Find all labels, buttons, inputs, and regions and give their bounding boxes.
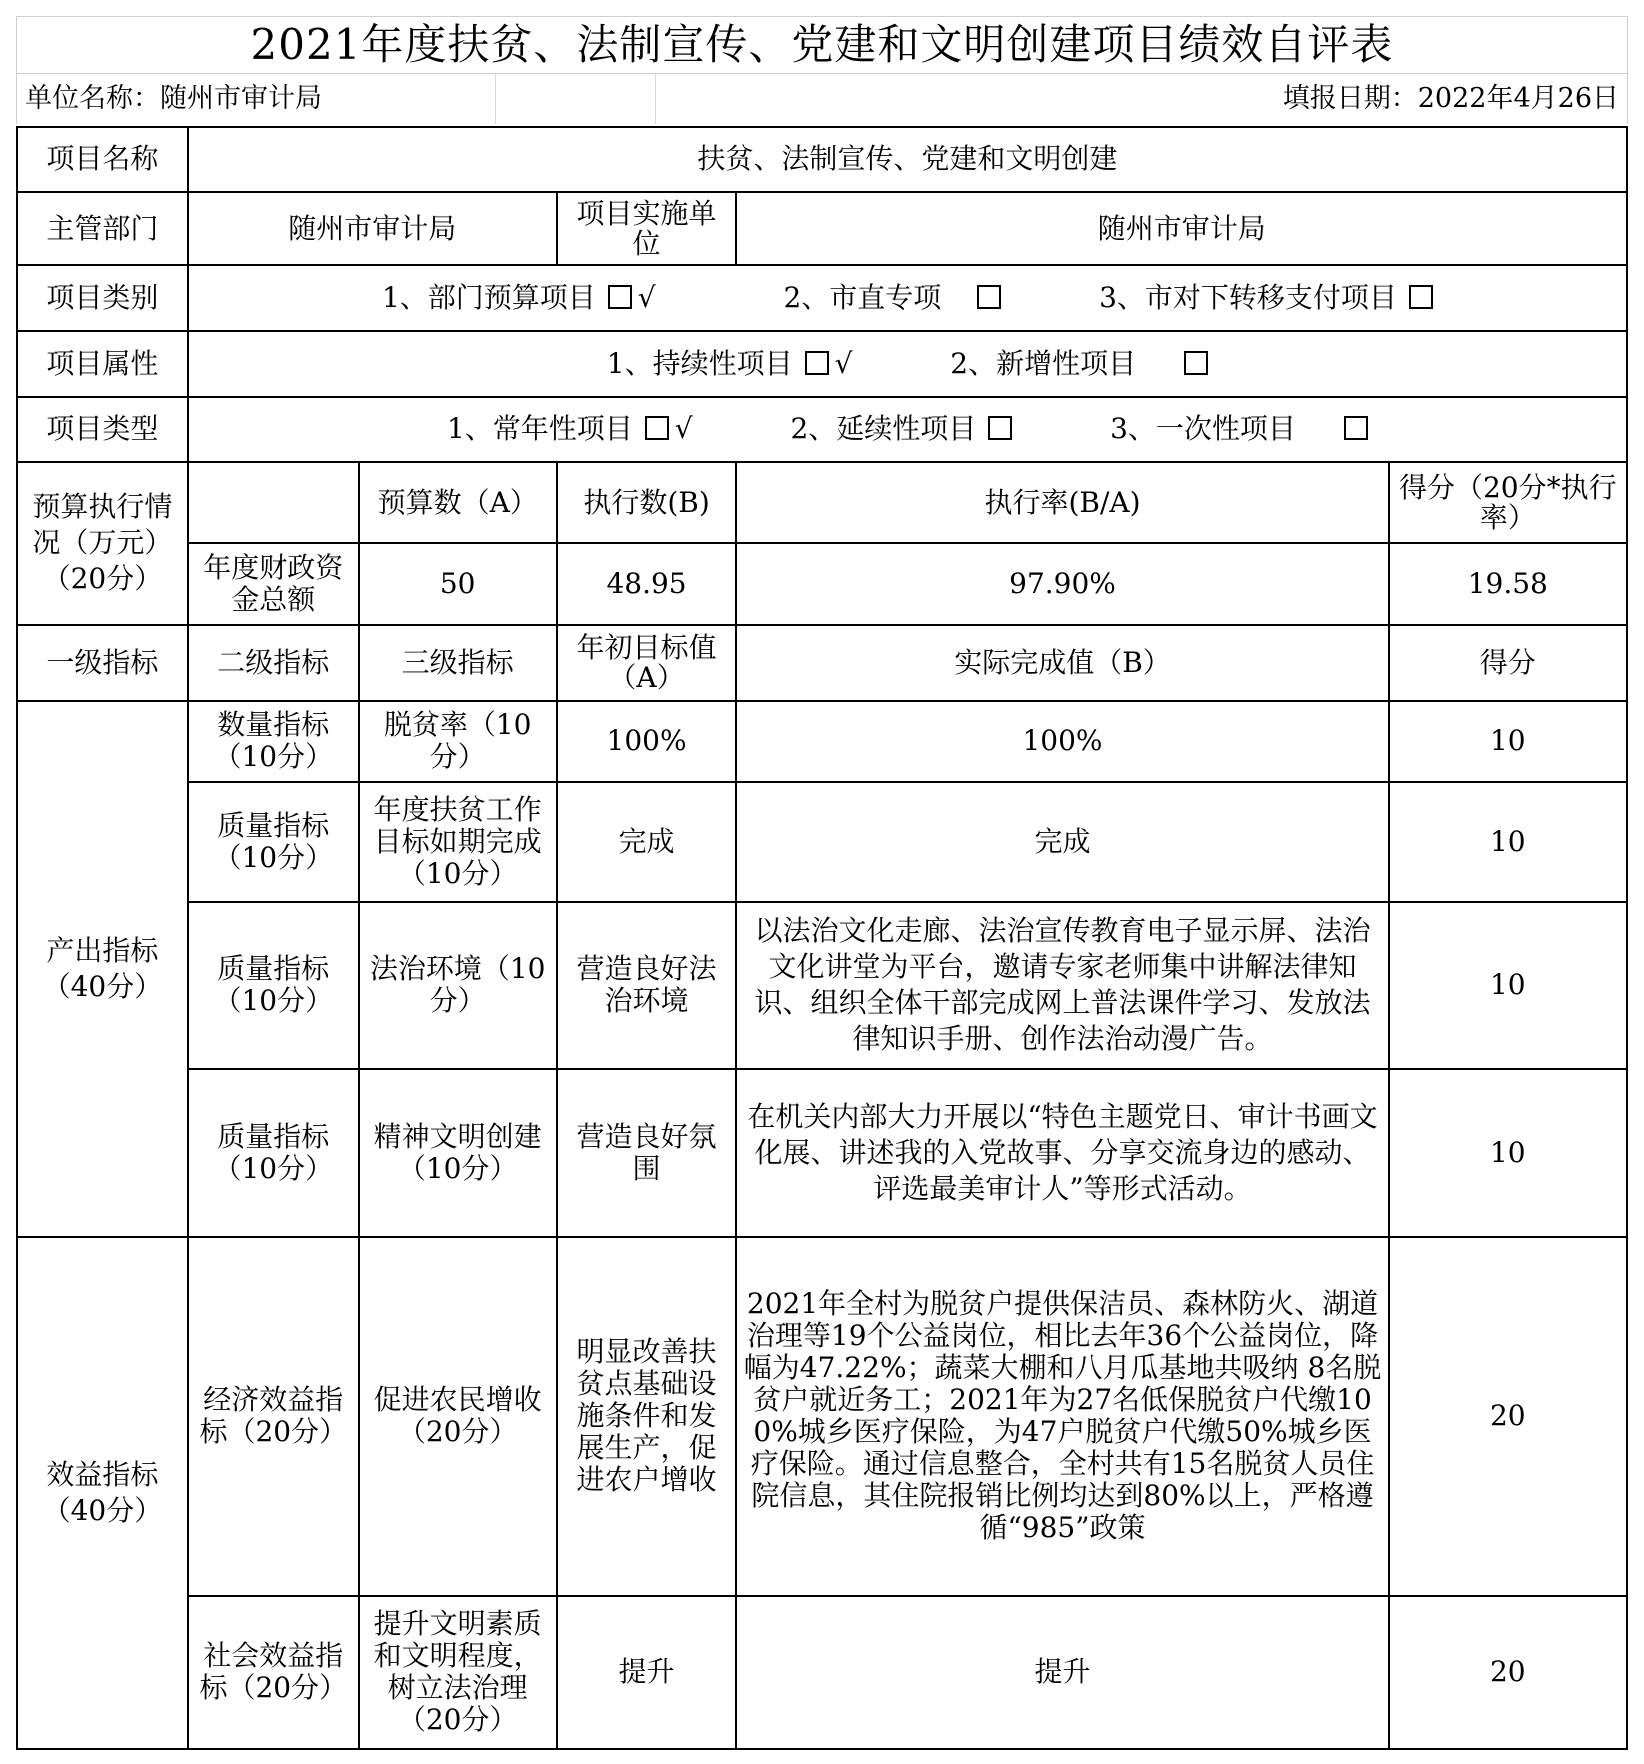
- info-divider: [655, 74, 656, 124]
- score-cell: 20: [1389, 1596, 1627, 1749]
- category-option: 1、部门预算项目 √: [381, 281, 656, 315]
- category-option: 3、市对下转移支付项目: [1099, 280, 1433, 316]
- target-cell: 完成: [557, 782, 737, 901]
- level3-cell: 提升文明素质和文明程度，树立法治理（20分）: [359, 1596, 557, 1749]
- budget-header-blank: [188, 462, 359, 543]
- actual-cell: 在机关内部大力开展以“特色主题党日、审计书画文化展、讲述我的入党故事、分享交流身边的感动、评选最美审计人”等形式活动。: [736, 1069, 1388, 1236]
- category-option: 2、市直专项: [783, 280, 1001, 316]
- info-bar: [16, 74, 1628, 124]
- score-cell: 10: [1389, 902, 1627, 1069]
- budget-label: 预算执行情况（万元）（20分）: [17, 462, 188, 625]
- type-label: 项目类型: [17, 397, 188, 462]
- row-indicator-header: [17, 625, 1627, 701]
- table-row: [17, 701, 1627, 782]
- project-name-label: 项目名称: [17, 127, 188, 192]
- score-cell: 10: [1389, 701, 1627, 782]
- project-name-value: 扶贫、法制宣传、党建和文明创建: [188, 127, 1627, 192]
- table-row: [17, 902, 1627, 1069]
- level3-cell: 法治环境（10分）: [359, 902, 557, 1069]
- dept-label: 主管部门: [17, 192, 188, 266]
- actual-cell: 完成: [736, 782, 1388, 901]
- checkmark: √: [674, 412, 693, 446]
- table-row: [17, 1596, 1627, 1749]
- target-cell: 营造良好氛围: [557, 1069, 737, 1236]
- level2-cell: 社会效益指标（20分）: [188, 1596, 359, 1749]
- checkbox-icon: [1184, 351, 1208, 375]
- level2-cell: 质量指标（10分）: [188, 782, 359, 901]
- row-attribute: [17, 331, 1627, 397]
- score-cell: 20: [1389, 1237, 1627, 1596]
- checkbox-icon: [608, 285, 632, 309]
- row-budget-header: [17, 462, 1627, 543]
- attribute-option: 2、新增性项目: [950, 346, 1208, 382]
- type-option: 1、常年性项目 √: [446, 412, 693, 446]
- level2-cell: 经济效益指标（20分）: [188, 1237, 359, 1596]
- level3-cell: 促进农民增收（20分）: [359, 1237, 557, 1596]
- budget-value: 50: [359, 543, 557, 624]
- category-options: [188, 265, 1627, 331]
- checkbox-icon: [645, 416, 669, 440]
- level2-cell: 质量指标（10分）: [188, 1069, 359, 1236]
- actual-cell: 100%: [736, 701, 1388, 782]
- benefit-indicator-label: 效益指标（40分）: [17, 1237, 188, 1749]
- target-cell: 明显改善扶贫点基础设施条件和发展生产，促进农户增收: [557, 1237, 737, 1596]
- header-target: 年初目标值（A）: [557, 625, 737, 701]
- checkmark: √: [637, 281, 656, 315]
- impl-unit-value: 随州市审计局: [736, 192, 1627, 266]
- checkbox-icon: [988, 416, 1012, 440]
- row-dept: [17, 192, 1627, 266]
- level3-cell: 年度扶贫工作目标如期完成（10分）: [359, 782, 557, 901]
- row-project-name: [17, 127, 1627, 192]
- target-cell: 营造良好法治环境: [557, 902, 737, 1069]
- row-category: [17, 265, 1627, 331]
- output-indicator-label: 产出指标（40分）: [17, 701, 188, 1237]
- rate-value: 97.90%: [736, 543, 1388, 624]
- table-row: [17, 782, 1627, 901]
- dept-value: 随州市审计局: [188, 192, 557, 266]
- budget-row-label: 年度财政资金总额: [188, 543, 359, 624]
- page-title: 2021年度扶贫、法制宣传、党建和文明创建项目绩效自评表: [16, 16, 1628, 74]
- actual-cell: 提升: [736, 1596, 1388, 1749]
- budget-header-rate: 执行率(B/A): [736, 462, 1388, 543]
- level3-cell: 精神文明创建（10分）: [359, 1069, 557, 1236]
- type-option: 3、一次性项目: [1110, 411, 1368, 447]
- header-actual: 实际完成值（B）: [736, 625, 1388, 701]
- budget-header-budget: 预算数（A）: [359, 462, 557, 543]
- checkbox-icon: [1344, 416, 1368, 440]
- info-divider: [495, 74, 496, 124]
- type-options: [188, 397, 1627, 462]
- header-level1: 一级指标: [17, 625, 188, 701]
- attribute-option: 1、持续性项目 √: [606, 347, 853, 381]
- budget-header-score: 得分（20分*执行率）: [1389, 462, 1627, 543]
- attribute-label: 项目属性: [17, 331, 188, 397]
- report-date: 填报日期：2022年4月26日: [1282, 83, 1619, 114]
- checkbox-icon: [977, 285, 1001, 309]
- checkbox-icon: [805, 351, 829, 375]
- exec-value: 48.95: [557, 543, 737, 624]
- unit-name: 单位名称：随州市审计局: [25, 83, 322, 114]
- actual-cell: 2021年全村为脱贫户提供保洁员、森林防火、湖道治理等19个公益岗位，相比去年36个公益岗位，降幅为47.22%；蔬菜大棚和八月瓜基地共吸纳 8名脱贫户就近务工；2021年为27名低保脱贫户代缴100%城乡医疗保险，为47户脱贫户代缴50%城乡医疗保险。通过信息整合，全村共有15名脱贫人员住院信息，其住院报销比例均达到80%以上，严格遵循“985”政策: [736, 1237, 1388, 1596]
- table-row: [17, 1069, 1627, 1236]
- target-cell: 提升: [557, 1596, 737, 1749]
- checkbox-icon: [1409, 285, 1433, 309]
- budget-score-value: 19.58: [1389, 543, 1627, 624]
- level2-cell: 数量指标（10分）: [188, 701, 359, 782]
- category-label: 项目类别: [17, 265, 188, 331]
- header-level2: 二级指标: [188, 625, 359, 701]
- header-level3: 三级指标: [359, 625, 557, 701]
- target-cell: 100%: [557, 701, 737, 782]
- attribute-options: [188, 331, 1627, 397]
- checkmark: √: [834, 347, 853, 381]
- score-cell: 10: [1389, 782, 1627, 901]
- row-budget-values: [17, 543, 1627, 624]
- evaluation-table: [16, 126, 1628, 1750]
- table-row: [17, 1237, 1627, 1596]
- row-type: [17, 397, 1627, 462]
- budget-header-exec: 执行数(B): [557, 462, 737, 543]
- type-option: 2、延续性项目: [790, 411, 1012, 447]
- header-score: 得分: [1389, 625, 1627, 701]
- impl-unit-label: 项目实施单位: [557, 192, 737, 266]
- actual-cell: 以法治文化走廊、法治宣传教育电子显示屏、法治文化讲堂为平台，邀请专家老师集中讲解法律知识、组织全体干部完成网上普法课件学习、发放法律知识手册、创作法治动漫广告。: [736, 902, 1388, 1069]
- score-cell: 10: [1389, 1069, 1627, 1236]
- level2-cell: 质量指标（10分）: [188, 902, 359, 1069]
- level3-cell: 脱贫率（10分）: [359, 701, 557, 782]
